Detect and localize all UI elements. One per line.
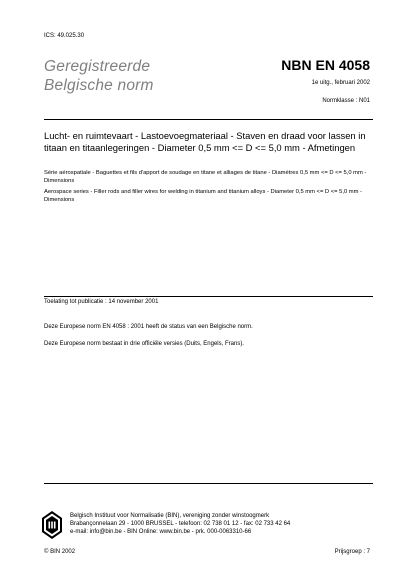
institute-contact: e-mail: info@bin.be - BIN Online: www.bin.be - prk. 000-0063310-66 [70, 529, 252, 535]
brand-title-line2: Belgische norm [44, 77, 154, 94]
divider-bottom [44, 483, 373, 484]
institute-address: Brabançonnelaan 29 - 1000 BRUSSEL - telefoon: 02 738 01 12 - fax: 02 733 42 64 [70, 521, 291, 527]
edition-date: 1e uitg., februari 2002 [311, 80, 370, 86]
document-title-dutch: Lucht- en ruimtevaart - Lastoevoegmateriaal - Staven en draad voor lassen in titaan en titaanlegeringen - Diameter 0,5 mm <= D <= 5,0 mm - Afmetingen [44, 130, 366, 154]
status-note: Deze Europese norm EN 4058 : 2001 heeft de status van een Belgische norm. [44, 324, 253, 330]
divider-middle [44, 296, 373, 297]
document-title-french: Série aérospatiale - Baguettes et fils d'apport de soudage en titane et alliages de titane - Diamètres 0,5 mm <= D <= 5,0 mm - Dimensions [44, 170, 367, 184]
document-title-english: Aerospace series - Filler rods and filler wires for welding in titanium and titanium alloys - Diameter 0,5 mm <= D <= 5,0 mm - Dimensions [44, 189, 362, 203]
ics-code: ICS: 49.025.30 [44, 33, 85, 39]
copyright: © BIN 2002 [44, 549, 76, 555]
institute-name: Belgisch Instituut voor Normalisatie (BIN), vereniging zonder winstoogmerk [70, 513, 270, 519]
norm-class: Normklasse : N01 [322, 98, 370, 104]
divider-top [44, 119, 373, 120]
norm-number: NBN EN 4058 [281, 57, 370, 73]
publication-approval: Toelating tot publicatie : 14 november 2001 [44, 299, 159, 305]
bin-logo-icon [42, 511, 62, 539]
price-group: Prijsgroep : 7 [334, 549, 370, 555]
versions-note: Deze Europese norm bestaat in drie officiële versies (Duits, Engels, Frans). [44, 341, 244, 347]
brand-title-line1: Geregistreerde [44, 58, 151, 75]
